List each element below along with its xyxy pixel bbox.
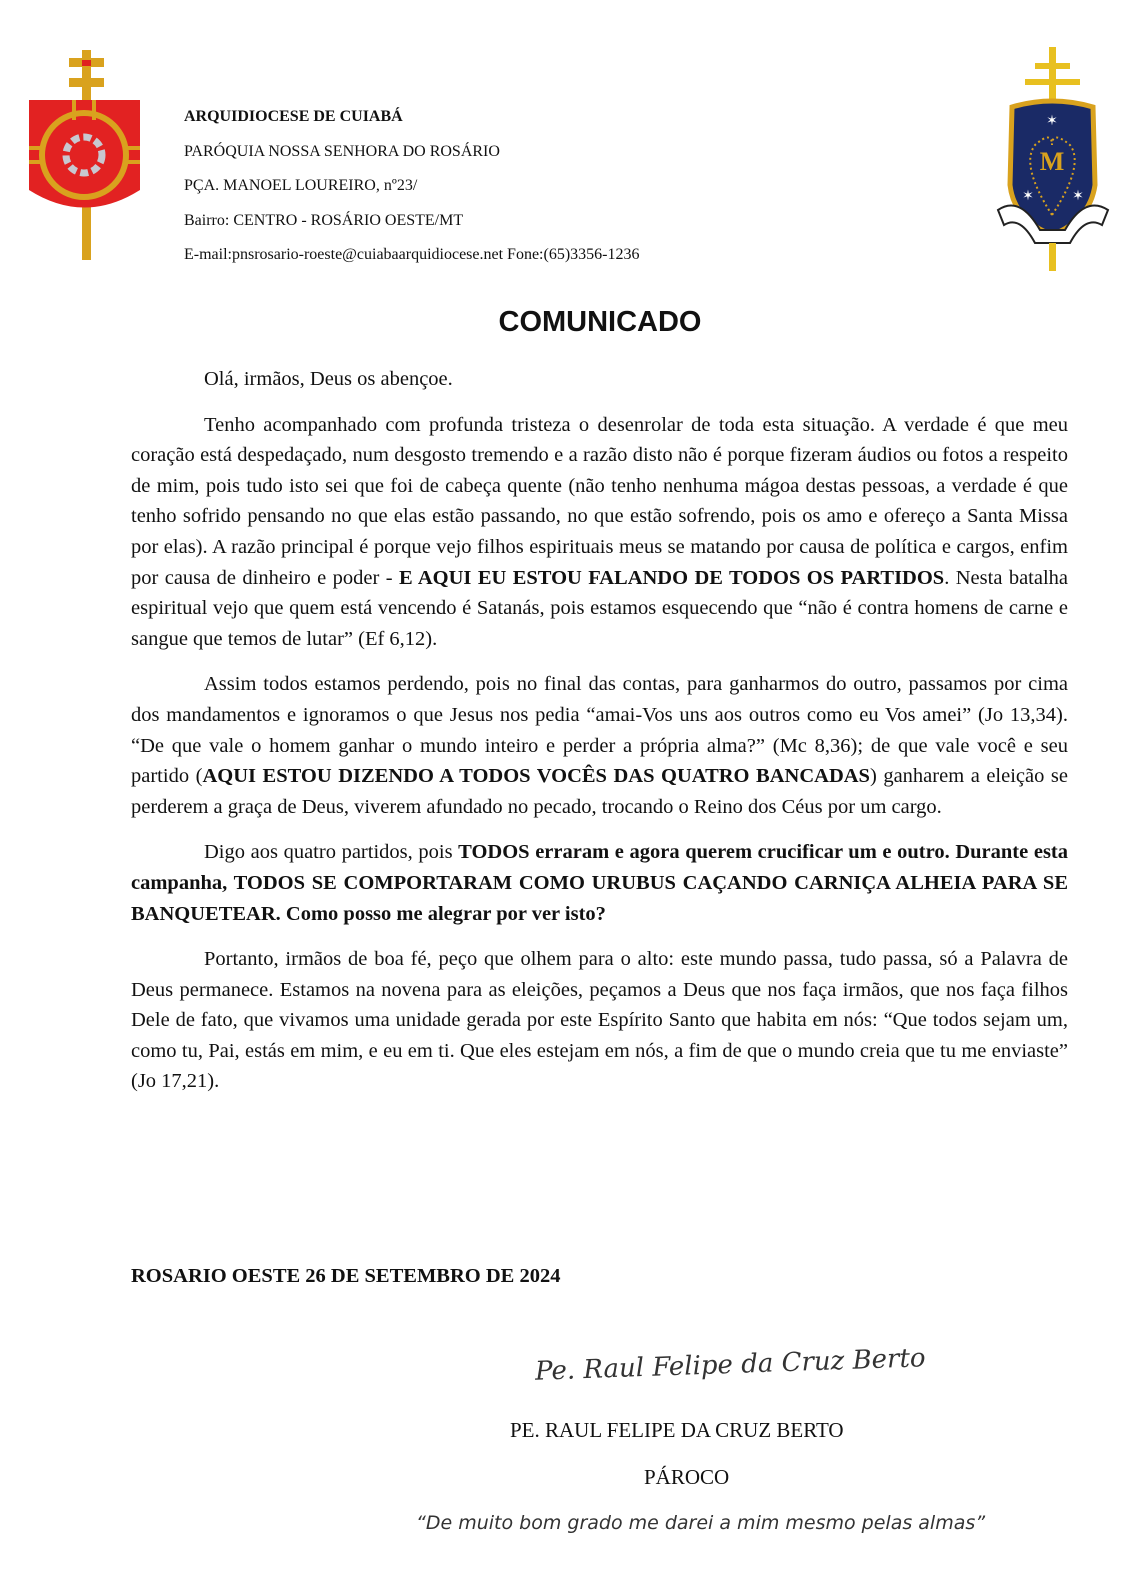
contact: E-mail:pnsrosario-roeste@cuiabaarquidiocese.net Fone:(65)3356-1236	[184, 246, 640, 263]
paragraph-1	[131, 410, 1068, 655]
paragraph-2	[131, 669, 1068, 822]
date-line: ROSARIO OESTE 26 DE SETEMBRO DE 2024	[131, 1265, 561, 1287]
signer-role: PÁROCO	[644, 1465, 730, 1489]
archdiocese-coat-of-arms-icon	[22, 50, 147, 260]
emphasis: TODOS erraram e agora querem crucificar um e outro. Durante esta campanha, TODOS SE COMPORTARAM COMO URUBUS CAÇANDO CARNIÇA ALHEIA PARA SE BANQUETEAR. Como posso me alegrar por ver isto?	[131, 841, 1068, 925]
archdiocese-name: ARQUIDIOCESE DE CUIABÁ	[184, 108, 403, 125]
letter-body	[131, 364, 1068, 1097]
emphasis: E AQUI EU ESTOU FALANDO DE TODOS OS PARTIDOS	[398, 566, 945, 589]
text: Tenho acompanhado com profunda tristeza o desenrolar de toda esta situação. A verdade é que meu coração está despedaçado, num desgosto tremendo e a razão disto não é porque fizeram áudios ou fotos a respeito de mim, pois tudo isto sei que foi de cabeça quente (não tenho nenhuma mágoa destas pessoas, a verdade é que tenho sofrido pensando no que elas estão passando, no que estão sofrendo, pois os amo e ofereço a Santa Missa por elas). A razão principal é porque vejo filhos espirituais meus se matando por causa de política e cargos, enfim por causa de dinheiro e poder -	[131, 413, 1068, 589]
paragraph-4: Portanto, irmãos de boa fé, peço que olhem para o alto: este mundo passa, tudo passa, só a Palavra de Deus permanece. Estamos na novena para as eleições, peçamos a Deus que nos faça irmãos, que nos faça filhos Dele de fato, que vivamos uma unidade gerada por este Espírito Santo que habita em nós: “Que todos sejam um, como tu, Pai, estás em mim, e eu em ti. Que eles estejam em nós, a fim de que o mundo creia que tu me enviaste” (Jo 17,21).	[131, 948, 1068, 1093]
text: Assim todos estamos perdendo, pois no final das contas, para ganharmos do outro, passamos por cima dos mandamentos e ignoramos o que Jesus nos pedia “amai-Vos uns aos outros como eu Vos amei” (Jo 13,34). “De que vale o homem ganhar o mundo inteiro e perder a própria alma?” (Mc 8,36); de que vale você e seu partido (	[131, 673, 1068, 788]
text: ) ganharem a eleição se perderem a graça de Deus, viverem afundado no pecado, trocando o Reino dos Céus por um cargo.	[131, 765, 1068, 818]
parish-header	[184, 100, 639, 273]
paragraph-3	[131, 837, 1068, 929]
svg-text:✶: ✶	[1072, 189, 1084, 204]
handwritten-signature: Pe. Raul Felipe da Cruz Berto	[534, 1343, 927, 1387]
svg-text:✶: ✶	[1022, 189, 1034, 204]
neighborhood: Bairro: CENTRO - ROSÁRIO OESTE/MT	[184, 211, 464, 229]
signer-name: PE. RAUL FELIPE DA CRUZ BERTO	[510, 1418, 844, 1442]
address: PÇA. MANOEL LOUREIRO, nº23/	[184, 177, 418, 194]
svg-text:✶: ✶	[1046, 114, 1058, 129]
greeting: Olá, irmãos, Deus os abençoe.	[204, 368, 453, 390]
page-title: COMUNICADO	[498, 306, 702, 338]
svg-text:M: M	[1039, 147, 1065, 176]
parish-coat-of-arms-icon	[990, 45, 1115, 273]
text: Digo aos quatro partidos, pois	[204, 841, 459, 864]
motto: “De muito bom grado me darei a mim mesmo pelas almas”	[416, 1512, 986, 1534]
emphasis: AQUI ESTOU DIZENDO A TODOS VOCÊS DAS QUATRO BANCADAS	[202, 765, 870, 788]
text: . Nesta batalha espiritual vejo que quem está vencendo é Satanás, pois estamos esquecendo que “não é contra homens de carne e sangue que temos de lutar” (Ef 6,12).	[131, 566, 1069, 650]
parish-name: PARÓQUIA NOSSA SENHORA DO ROSÁRIO	[184, 142, 500, 160]
